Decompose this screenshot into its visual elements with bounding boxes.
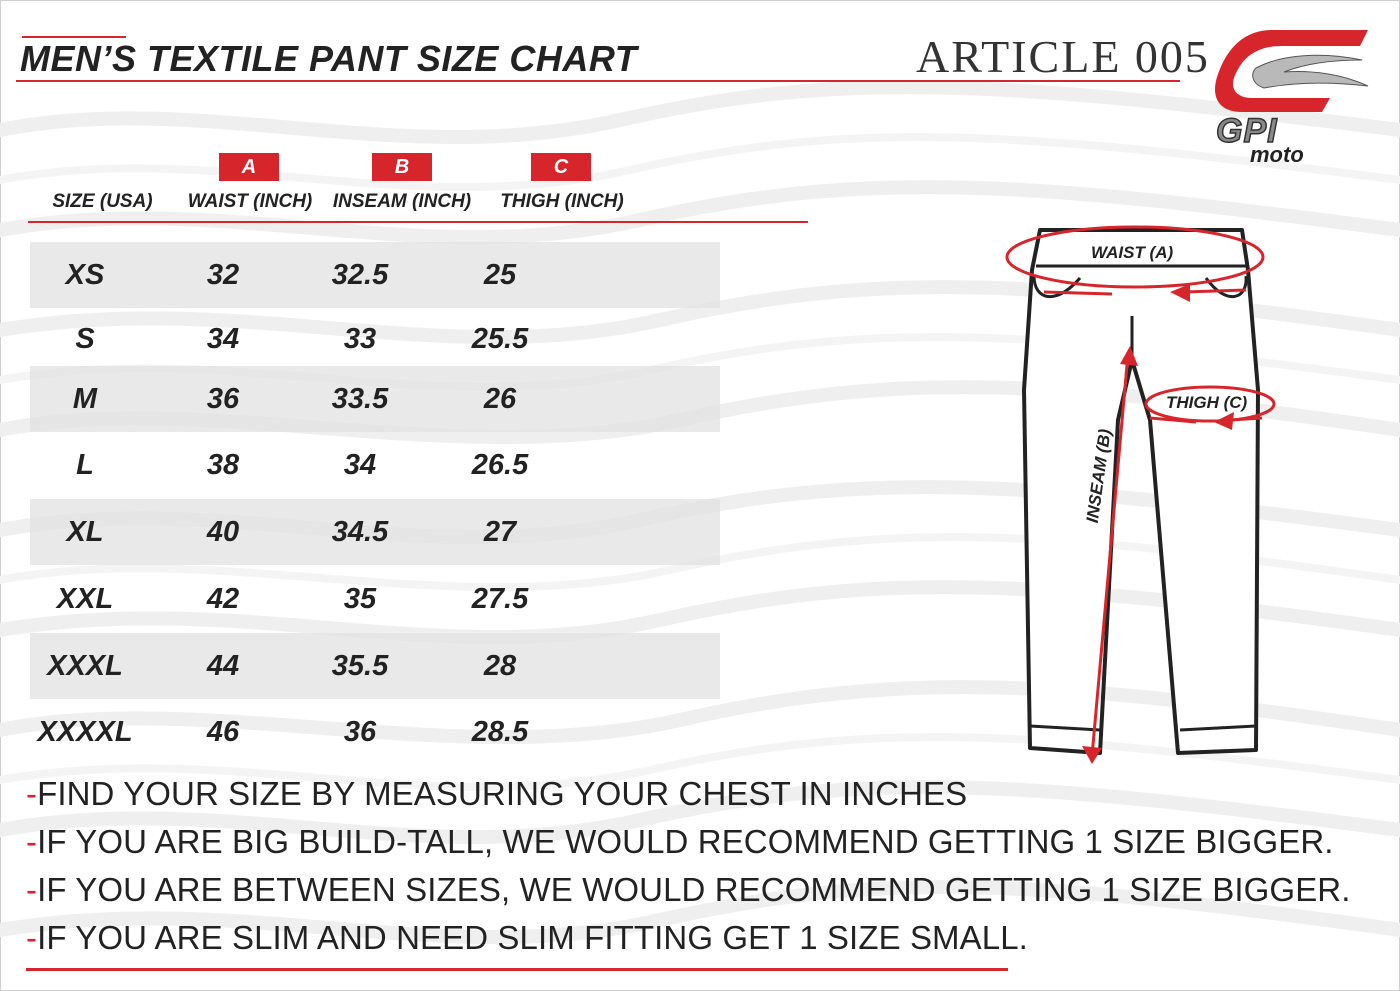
inseam-letter-badge: B — [372, 153, 432, 181]
pant-diagram — [1000, 220, 1280, 770]
inseam-cell: 35.5 — [331, 650, 389, 682]
thigh-cell: 28 — [483, 650, 517, 682]
table-row — [30, 306, 720, 372]
inseam-cell: 34 — [343, 449, 377, 481]
thigh-cell: 25.5 — [471, 323, 529, 355]
thigh-cell: 28.5 — [471, 716, 529, 748]
thigh-cell: 25 — [483, 259, 517, 291]
logo-sub-text: moto — [1250, 142, 1304, 167]
inseam-cell: 35 — [343, 583, 377, 615]
waist-cell: 36 — [206, 383, 240, 415]
size-cell: XS — [65, 259, 105, 291]
inseam-cell: 33 — [343, 323, 377, 355]
inseam-cell: 34.5 — [331, 516, 389, 548]
table-row — [30, 366, 720, 432]
header-size: SIZE (USA) — [52, 191, 153, 212]
waist-measure-label: WAIST (A) — [1091, 243, 1174, 262]
header-thigh: THIGH (INCH) — [500, 191, 624, 212]
table-row — [30, 566, 720, 632]
inseam-cell: 32.5 — [331, 259, 389, 291]
note-line-1: -FIND YOUR SIZE BY MEASURING YOUR CHEST IN INCHES — [26, 775, 968, 812]
header-inseam: INSEAM (INCH) — [332, 191, 472, 212]
waist-cell: 46 — [206, 716, 240, 748]
thigh-cell: 27.5 — [471, 583, 529, 615]
thigh-letter-badge: C — [531, 153, 591, 181]
size-cell: XXXXL — [37, 716, 133, 748]
size-cell: XXL — [56, 583, 114, 615]
waist-cell: 42 — [206, 583, 240, 615]
header-waist: WAIST (INCH) — [187, 191, 313, 212]
logo-brand-text: GPI — [1216, 112, 1278, 150]
thigh-cell: 27 — [483, 516, 517, 548]
thigh-measure-label: THIGH (C) — [1166, 393, 1248, 412]
note-line-4: -IF YOU ARE SLIM AND NEED SLIM FITTING GET 1 SIZE SMALL. — [26, 919, 1028, 956]
waist-cell: 32 — [206, 259, 240, 291]
page-title: MEN’S TEXTILE PANT SIZE CHART — [20, 38, 638, 79]
table-row — [30, 432, 720, 498]
size-cell: XL — [66, 516, 104, 548]
header-underline — [28, 221, 808, 223]
waist-letter-badge: A — [219, 153, 279, 181]
article-number: ARTICLE 005 — [916, 31, 1210, 82]
note-line-2: -IF YOU ARE BIG BUILD-TALL, WE WOULD RECOMMEND GETTING 1 SIZE BIGGER. — [26, 823, 1334, 860]
size-cell: XXXL — [47, 650, 123, 682]
bottom-accent-line — [26, 968, 1008, 971]
thigh-cell: 26 — [483, 383, 517, 415]
inseam-cell: 33.5 — [331, 383, 389, 415]
size-cell: L — [76, 449, 94, 481]
thigh-cell: 26.5 — [471, 449, 529, 481]
waist-cell: 40 — [206, 516, 240, 548]
note-line-3: -IF YOU ARE BETWEEN SIZES, WE WOULD RECOMMEND GETTING 1 SIZE BIGGER. — [26, 871, 1351, 908]
waist-cell: 34 — [206, 323, 240, 355]
table-row — [30, 499, 720, 565]
size-cell: S — [75, 323, 95, 355]
size-cell: M — [72, 383, 98, 415]
waist-cell: 38 — [206, 449, 240, 481]
table-row — [30, 699, 720, 765]
inseam-measure-label: INSEAM (B) — [1082, 427, 1115, 525]
table-row — [30, 633, 720, 699]
inseam-cell: 36 — [343, 716, 377, 748]
table-row — [30, 242, 720, 308]
waist-cell: 44 — [206, 650, 240, 682]
